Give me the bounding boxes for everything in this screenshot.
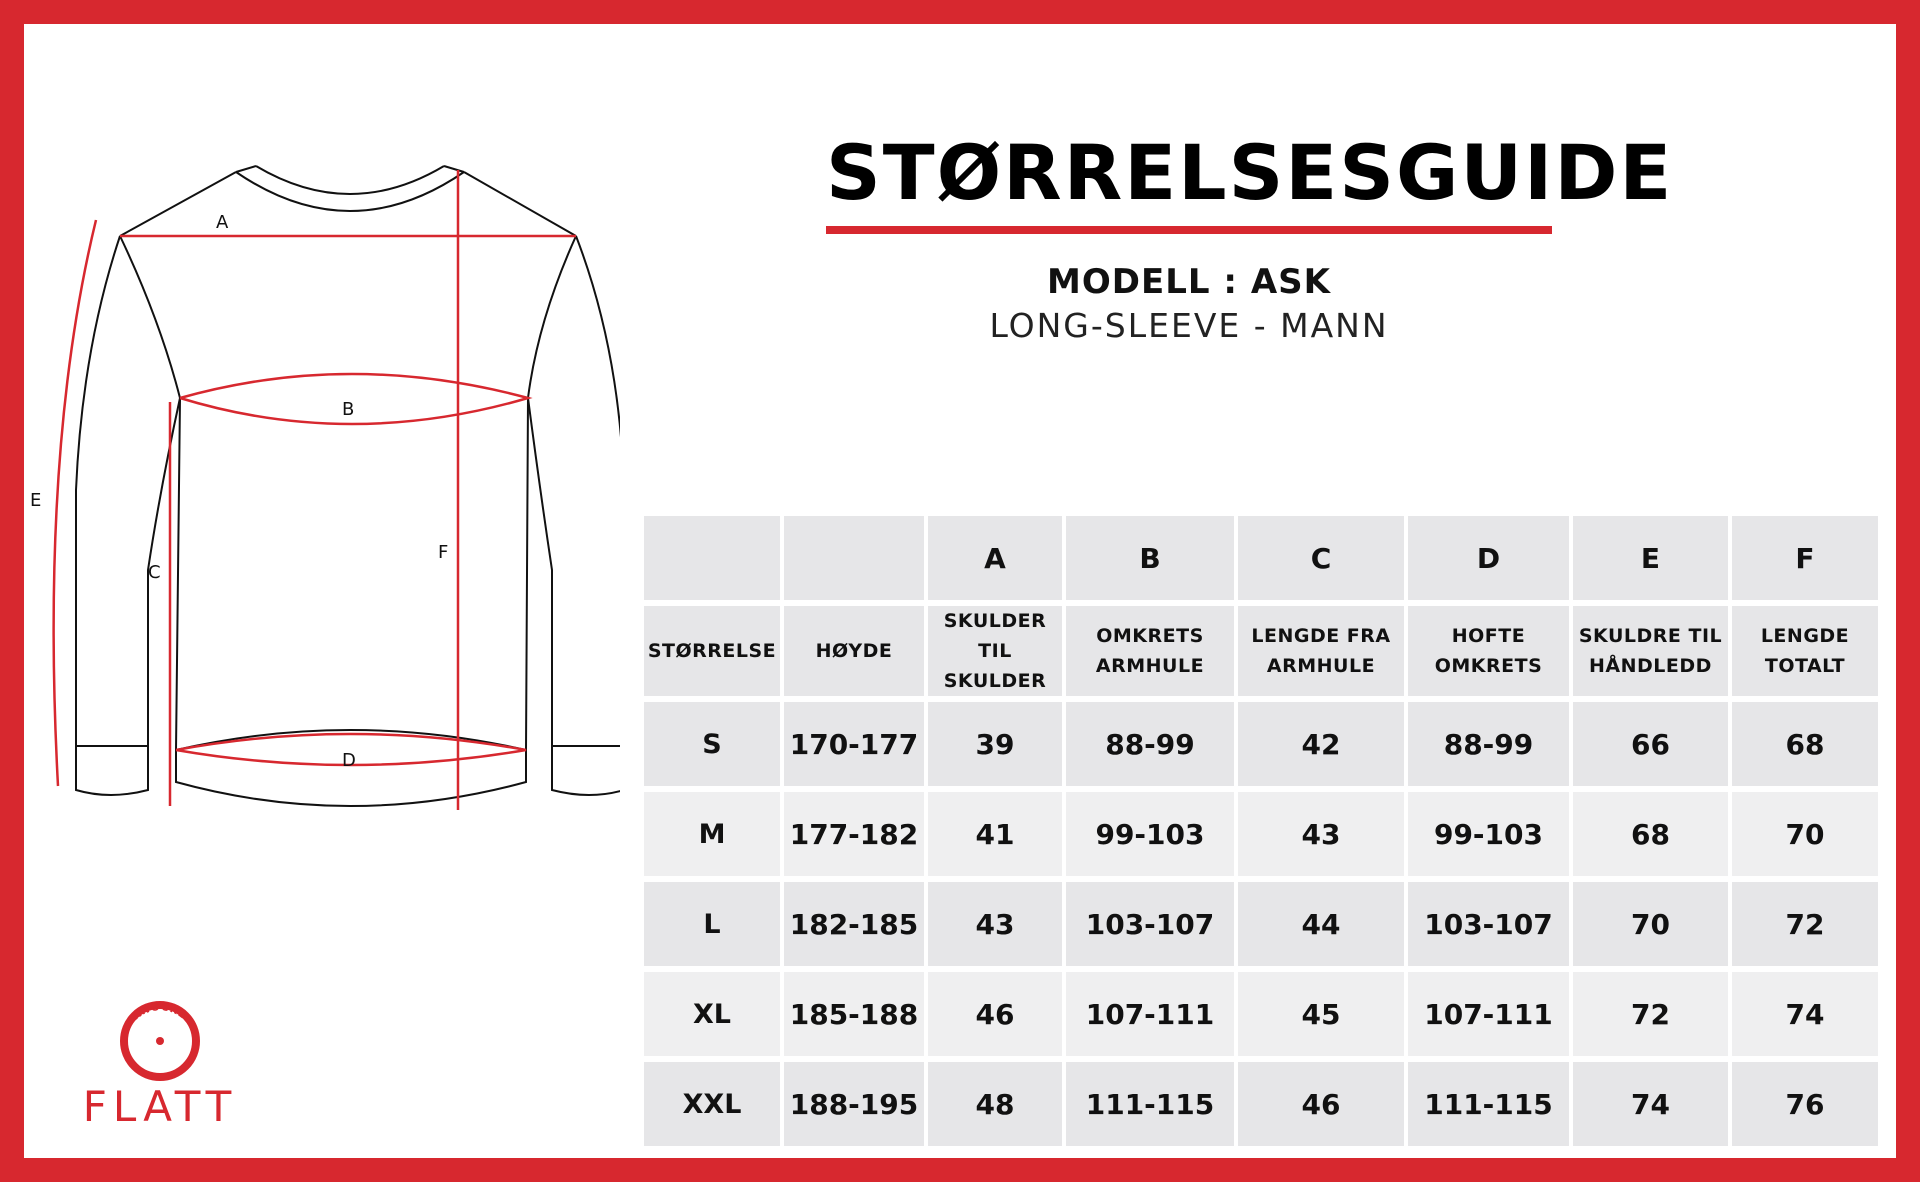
header-lengde-armhule: LENGDE FRA ARMHULE bbox=[1238, 606, 1404, 696]
height-cell: 188-195 bbox=[784, 1062, 924, 1146]
header-hofte: HOFTE OMKRETS bbox=[1408, 606, 1569, 696]
letter-header-cell: C bbox=[1238, 516, 1404, 600]
label-e: E bbox=[30, 490, 42, 511]
measure-a-cell: 48 bbox=[928, 1062, 1062, 1146]
size-cell: L bbox=[644, 882, 780, 966]
measure-c-cell: 44 bbox=[1238, 882, 1404, 966]
measure-a-cell: 39 bbox=[928, 702, 1062, 786]
size-cell: XXL bbox=[644, 1062, 780, 1146]
label-d: D bbox=[342, 750, 356, 771]
height-cell: 170-177 bbox=[784, 702, 924, 786]
measure-c-cell: 43 bbox=[1238, 792, 1404, 876]
measure-c-cell: 42 bbox=[1238, 702, 1404, 786]
measure-f-cell: 74 bbox=[1732, 972, 1878, 1056]
table-row bbox=[644, 882, 1878, 966]
measure-d-cell: 103-107 bbox=[1408, 882, 1569, 966]
measure-a-cell: 41 bbox=[928, 792, 1062, 876]
measure-b-cell: 107-111 bbox=[1066, 972, 1234, 1056]
sweater-outline bbox=[76, 166, 620, 806]
description-header-row bbox=[644, 606, 1878, 696]
table-row bbox=[644, 972, 1878, 1056]
measure-d-cell: 88-99 bbox=[1408, 702, 1569, 786]
measure-e-cell: 66 bbox=[1573, 702, 1728, 786]
measure-b-cell: 103-107 bbox=[1066, 882, 1234, 966]
measurement-lines bbox=[54, 170, 576, 810]
measure-d-cell: 99-103 bbox=[1408, 792, 1569, 876]
table-row bbox=[644, 702, 1878, 786]
size-cell: M bbox=[644, 792, 780, 876]
measure-e-cell: 74 bbox=[1573, 1062, 1728, 1146]
size-cell: XL bbox=[644, 972, 780, 1056]
measure-a-cell: 46 bbox=[928, 972, 1062, 1056]
table-row bbox=[644, 792, 1878, 876]
measure-d-cell: 107-111 bbox=[1408, 972, 1569, 1056]
garment-diagram bbox=[20, 150, 620, 830]
label-f: F bbox=[438, 542, 449, 563]
line-e bbox=[54, 220, 96, 786]
brand-logo bbox=[40, 985, 280, 1135]
measure-f-cell: 72 bbox=[1732, 882, 1878, 966]
product-subtitle: LONG-SLEEVE - MANN bbox=[989, 306, 1389, 345]
header-skulder: SKULDER TIL SKULDER bbox=[928, 606, 1062, 696]
measure-f-cell: 68 bbox=[1732, 702, 1878, 786]
height-cell: 182-185 bbox=[784, 882, 924, 966]
measure-b-cell: 88-99 bbox=[1066, 702, 1234, 786]
letter-header-cell: A bbox=[928, 516, 1062, 600]
measure-e-cell: 70 bbox=[1573, 882, 1728, 966]
measure-f-cell: 76 bbox=[1732, 1062, 1878, 1146]
measure-a-cell: 43 bbox=[928, 882, 1062, 966]
measure-b-cell: 99-103 bbox=[1066, 792, 1234, 876]
logo-badge-text: KNOCKER bbox=[130, 1002, 196, 1029]
page-title: STØRRELSESGUIDE bbox=[826, 128, 1674, 217]
letter-header-cell: B bbox=[1066, 516, 1234, 600]
measure-e-cell: 68 bbox=[1573, 792, 1728, 876]
measure-f-cell: 70 bbox=[1732, 792, 1878, 876]
header-skuldre-handledd: SKULDRE TIL HÅNDLEDD bbox=[1573, 606, 1728, 696]
model-name: MODELL : ASK bbox=[1047, 262, 1331, 302]
measure-c-cell: 46 bbox=[1238, 1062, 1404, 1146]
header-hoyde: HØYDE bbox=[784, 606, 924, 696]
measure-b-cell: 111-115 bbox=[1066, 1062, 1234, 1146]
letter-header-cell: E bbox=[1573, 516, 1728, 600]
logo-wordmark: FLATT bbox=[82, 1082, 238, 1131]
measure-e-cell: 72 bbox=[1573, 972, 1728, 1056]
size-chart-table bbox=[640, 510, 1882, 1152]
letter-header-row bbox=[644, 516, 1878, 600]
label-a: A bbox=[216, 212, 229, 233]
measure-c-cell: 45 bbox=[1238, 972, 1404, 1056]
label-b: B bbox=[342, 399, 355, 420]
header-omkrets-armhule: OMKRETS ARMHULE bbox=[1066, 606, 1234, 696]
header-lengde-totalt: LENGDE TOTALT bbox=[1732, 606, 1878, 696]
letter-header-cell bbox=[644, 516, 780, 600]
label-c: C bbox=[148, 562, 161, 583]
letter-header-cell: F bbox=[1732, 516, 1878, 600]
measure-d-cell: 111-115 bbox=[1408, 1062, 1569, 1146]
height-cell: 185-188 bbox=[784, 972, 924, 1056]
header-storrelse: STØRRELSE bbox=[644, 606, 780, 696]
size-cell: S bbox=[644, 702, 780, 786]
table-row bbox=[644, 1062, 1878, 1146]
height-cell: 177-182 bbox=[784, 792, 924, 876]
letter-header-cell: D bbox=[1408, 516, 1569, 600]
letter-header-cell bbox=[784, 516, 924, 600]
logo-dot bbox=[156, 1037, 164, 1045]
title-underline bbox=[826, 226, 1552, 234]
